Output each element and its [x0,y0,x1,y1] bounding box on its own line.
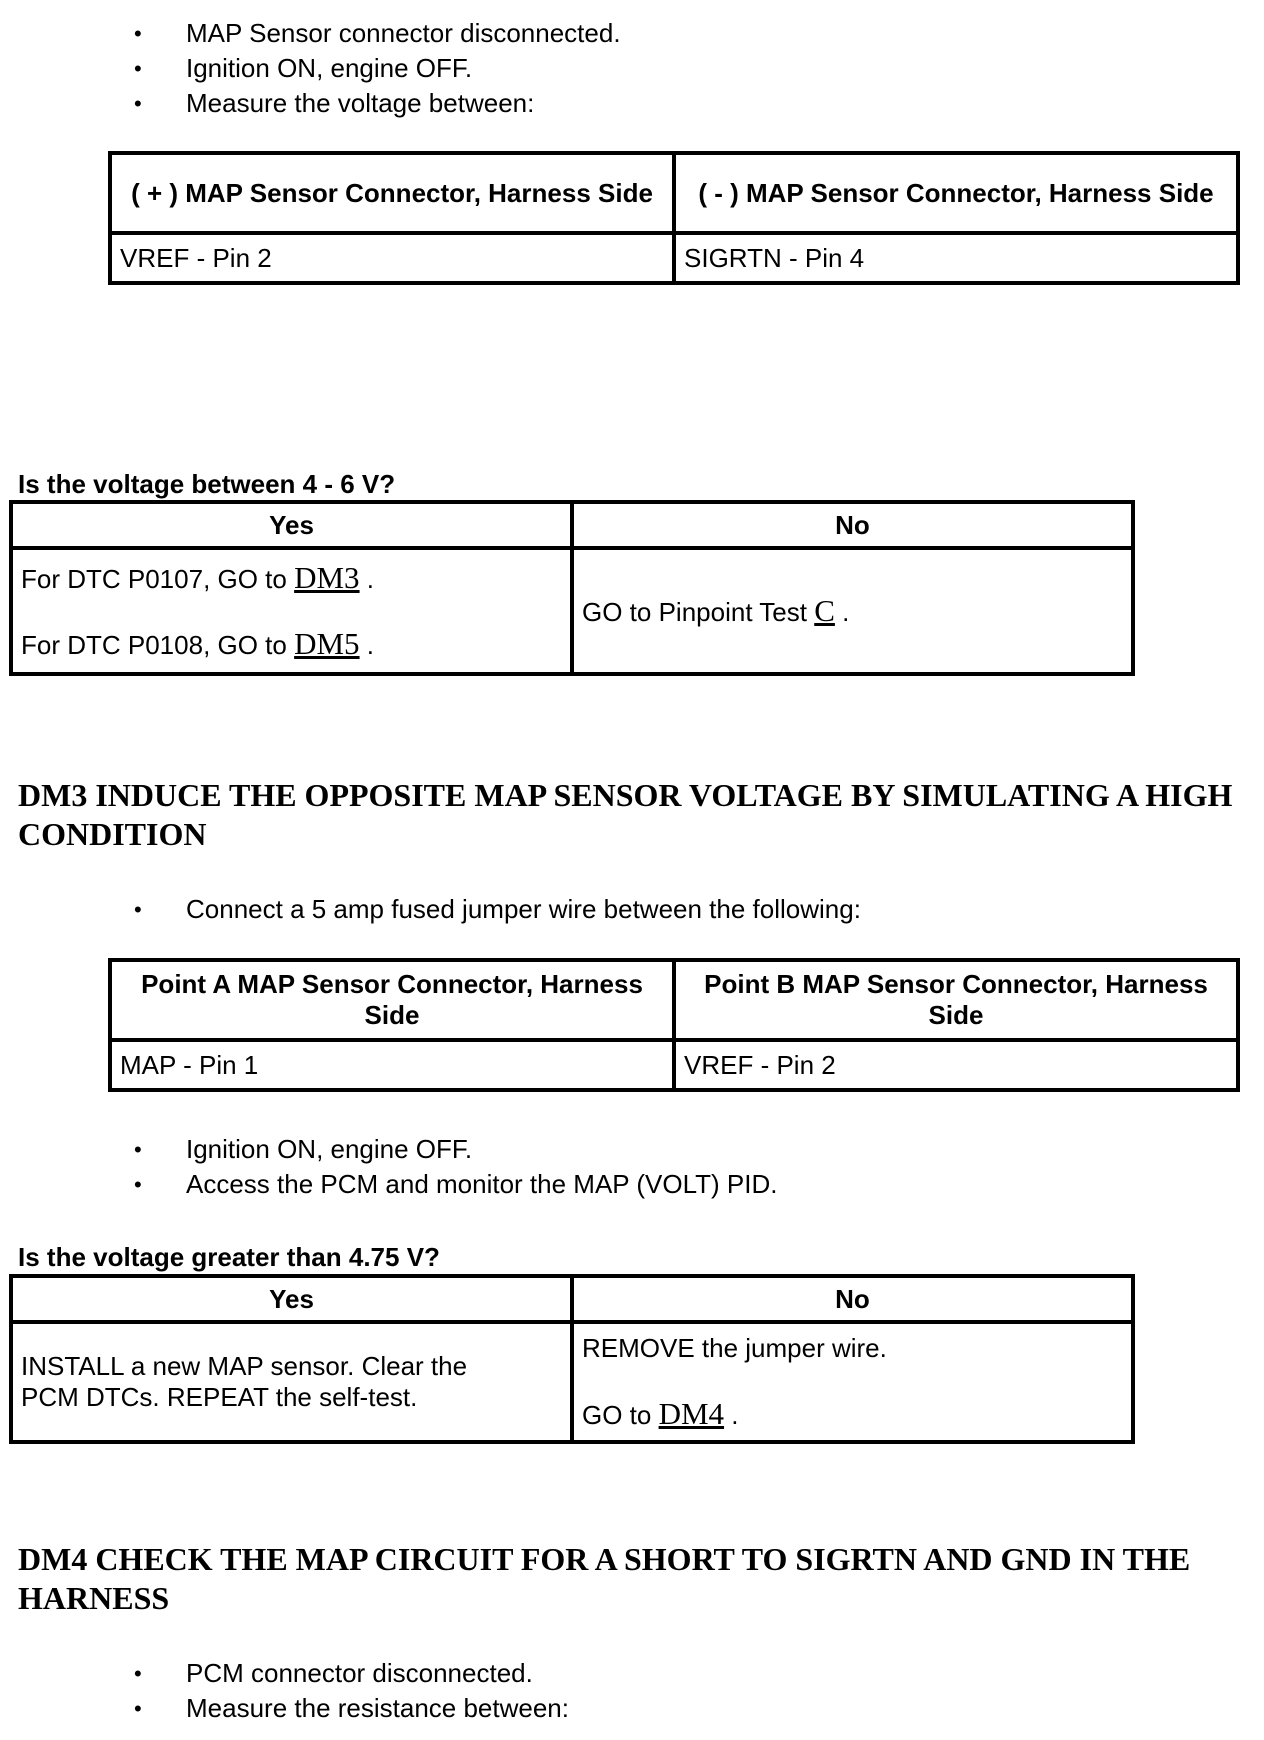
answer-text: REMOVE the jumper wire. [582,1332,887,1363]
answer-cell-yes [11,548,572,674]
top-bullet-list [128,16,621,121]
table-cell-positive: VREF - Pin 2 [110,233,674,283]
answer-cell-yes [11,1322,572,1442]
question-voltage-range: Is the voltage between 4 - 6 V? [18,469,396,499]
answer-cell-no [572,548,1133,674]
link-pinpoint-c[interactable]: C [814,593,835,628]
answer-cell-no [572,1322,1133,1442]
answer-text: GO to [582,1399,652,1430]
answer-period: . [842,597,850,627]
table-cell-negative: SIGRTN - Pin 4 [674,233,1238,283]
voltage-measure-table [108,151,1240,285]
bullet-item: • Access the PCM and monitor the MAP (VOLT) PID. [128,1167,777,1202]
answer-text: For DTC P0107, GO to [21,564,287,594]
answer-header-no: No [572,1276,1133,1322]
bullet-item: • MAP Sensor connector disconnected. [128,16,621,51]
link-dm4[interactable]: DM4 [658,1395,725,1431]
table-header-negative: ( - ) MAP Sensor Connector, Harness Side [674,153,1238,233]
answer-header-yes: Yes [11,1276,572,1322]
answer-text: For DTC P0108, GO to [21,630,287,660]
dm3-bullet-list-before [128,892,861,927]
answer-text: INSTALL a new MAP sensor. Clear the [21,1351,468,1381]
answer-text: PCM DTCs. REPEAT the self-test. [21,1382,418,1412]
table-header-point-a: Point A MAP Sensor Connector, Harness Side [110,960,674,1040]
answer-period: . [731,1399,739,1430]
answer-table-voltage-greater [9,1274,1135,1444]
bullet-item: • Ignition ON, engine OFF. [128,51,621,86]
dm4-heading: DM4 CHECK THE MAP CIRCUIT FOR A SHORT TO SIGRTN AND GND IN THE HARNESS [18,1541,1191,1616]
table-cell-point-a: MAP - Pin 1 [110,1040,674,1090]
answer-text: GO to Pinpoint Test [582,597,807,627]
table-cell-point-b: VREF - Pin 2 [674,1040,1238,1090]
bullet-item: • Measure the voltage between: [128,86,621,121]
table-header-point-b: Point B MAP Sensor Connector, Harness Side [674,960,1238,1040]
answer-table-voltage-range [9,500,1135,676]
bullet-item: • Ignition ON, engine OFF. [128,1132,777,1167]
bullet-item: • Measure the resistance between: [128,1691,569,1726]
link-dm5[interactable]: DM5 [294,626,360,661]
dm4-bullet-list [128,1656,569,1726]
bullet-item: • Connect a 5 amp fused jumper wire between the following: [128,892,861,927]
jumper-table [108,958,1240,1092]
answer-period: . [366,630,375,660]
dm3-bullet-list-after [128,1132,777,1202]
answer-header-no: No [572,502,1133,548]
answer-period: . [366,564,375,594]
dm3-heading: DM3 INDUCE THE OPPOSITE MAP SENSOR VOLTAGE BY SIMULATING A HIGH CONDITION [18,777,1233,852]
link-dm3[interactable]: DM3 [294,560,360,595]
table-header-positive: ( + ) MAP Sensor Connector, Harness Side [110,153,674,233]
question-voltage-greater: Is the voltage greater than 4.75 V? [18,1242,440,1272]
answer-header-yes: Yes [11,502,572,548]
bullet-item: • PCM connector disconnected. [128,1656,569,1691]
